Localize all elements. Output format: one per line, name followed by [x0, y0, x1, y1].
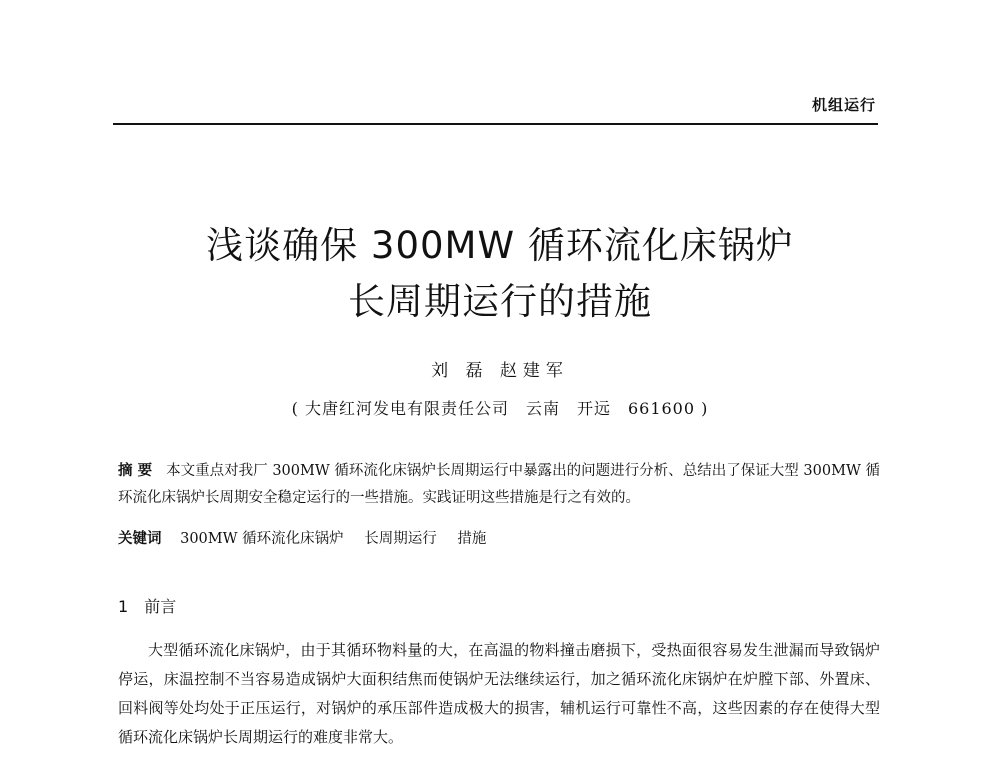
title-line-2: 长周期运行的措施 — [348, 280, 652, 323]
abstract-text: 本文重点对我厂 300MW 循环流化床锅炉长周期运行中暴露出的问题进行分析、总结出了保证大型 300MW 循环流化床锅炉长周期安全稳定运行的一些措施。实践证明这些措施是行之有效的。 — [118, 463, 880, 506]
abstract-label: 摘 要 — [118, 463, 153, 479]
paper-title — [0, 218, 1000, 330]
keywords-label: 关键词 — [118, 531, 162, 547]
title-line-1: 浅谈确保 300MW 循环流化床锅炉 — [206, 224, 794, 267]
body-paragraph: 大型循环流化床锅炉，由于其循环物料量的大，在高温的物料撞击磨损下，受热面很容易发生泄漏而导致锅炉停运，床温控制不当容易造成锅炉大面积结焦而使锅炉无法继续运行，加之循环流化床锅炉在炉膛下部、外置床、回料阀等处均处于正压运行，对锅炉的承压部件造成极大的损害，辅机运行可靠性不高，这些因素的存在使得大型循环流化床锅炉长周期运行的难度非常大。 — [118, 641, 880, 746]
section-number: 1 — [118, 597, 129, 616]
section-heading — [118, 594, 176, 617]
affiliation: ( 大唐红河发电有限责任公司 云南 开远 661600 ) — [291, 399, 709, 418]
keyword-1: 300MW 循环流化床锅炉 — [180, 531, 344, 547]
keyword-2: 长周期运行 — [364, 531, 437, 547]
keywords — [118, 527, 880, 548]
section-title: 前言 — [144, 597, 177, 616]
authors: 刘 磊 赵建军 — [431, 361, 569, 381]
keyword-3: 措施 — [457, 531, 487, 547]
running-header: 机组运行 — [811, 96, 876, 114]
abstract — [118, 458, 880, 512]
header-rule — [113, 123, 878, 125]
